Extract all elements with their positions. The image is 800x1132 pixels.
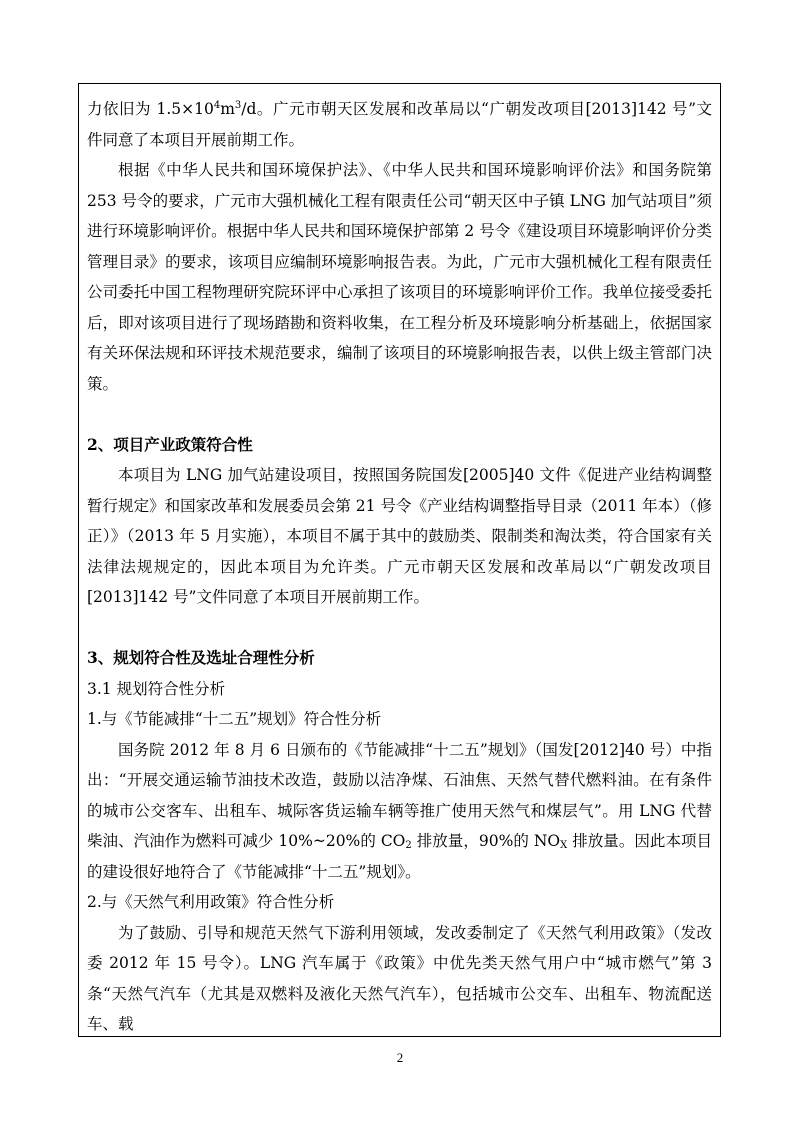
document-body (87, 94, 712, 1040)
page-number: 2 (396, 1050, 404, 1065)
legal-basis-paragraph: 根据《中华人民共和国环境保护法》、《中华人民共和国环境影响评价法》和国务院第 253 号令的要求，广元市大强机械化工程有限责任公司“朝天区中子镇 LNG 加气站项目”须进行环境影响评价。根据中华人民共和国环境保护部第 2 号令《建设项目环境影响评价分类管理目录》的要求，该项目应编制环境影响报告表。为此，广元市大强机械化工程有限责任公司委托中国工程物理研究院环评中心承担了该项目的环境影响评价工作。我单位接受委托后，即对该项目进行了现场踏勘和资料收集，在工程分析及环境影响分析基础上，依据国家有关环保法规和环评技术规范要求，编制了该项目的环境影响报告表，以供上级主管部门决策。 (87, 161, 712, 393)
spacer (87, 613, 712, 644)
item-2-body: 为了鼓励、引导和规范天然气下游利用领域，发改委制定了《天然气利用政策》（发改委 2012 年 15 号令）。LNG 汽车属于《政策》中优先类天然气用户中“城市燃气”第 3 条“天然气汽车（尤其是双燃料及液化天然气汽车），包括城市公交车、出租车、物流配送车、载 (87, 923, 712, 1033)
subsection-3-1-heading: 3.1 规划符合性分析 (87, 679, 226, 698)
section-2-heading: 2、项目产业政策符合性 (87, 434, 253, 454)
spacer (87, 399, 712, 430)
section-2-body: 本项目为 LNG 加气站建设项目，按照国务院国发[2005]40 文件《促进产业结构调整暂行规定》和国家改革和发展委员会第 21 号令《产业结构调整指导目录（2011 年本）（修正）》（2013 年 5 月实施），本项目不属于其中的鼓励类、限制类和淘汰类，符合国家有关法律法规规定的，因此本项目为允许类。广元市朝天区发展和改革局以“广朝发改项目[2013]142 号”文件同意了本项目开展前期工作。 (87, 466, 713, 606)
item-2-title: 2.与《天然气利用政策》符合性分析 (87, 893, 335, 911)
section-3-heading: 3、规划符合性及选址合理性分析 (87, 648, 315, 667)
item-1-body: 国务院 2012 年 8 月 6 日颁布的《节能减排“十二五”规划》（国发[2012]40 号）中指出：“开展交通运输节油技术改造，鼓励以洁净煤、石油焦、天然气替代燃料油。在有条件的城市公交客车、出租车、城际客货运输车辆等推广使用天然气和煤层气”。用 LNG 代替柴油、汽油作为燃料可减少 10%~20%的 $CO_2$ 排放量，90%的 $NO_X$ 排放量。因此本项目的建设很好地符合了《节能减排“十二五”规划》。 (87, 740, 713, 881)
content-frame (78, 83, 721, 1037)
item-1-title: 1.与《节能减排“十二五”规划》符合性分析 (87, 710, 382, 728)
continuation-paragraph: 力依旧为 $1.5\times 10^4m^3/d$。广元市朝天区发展和改革局以“广朝发改项目[2013]142 号”文件同意了本项目开展前期工作。 (87, 100, 712, 149)
